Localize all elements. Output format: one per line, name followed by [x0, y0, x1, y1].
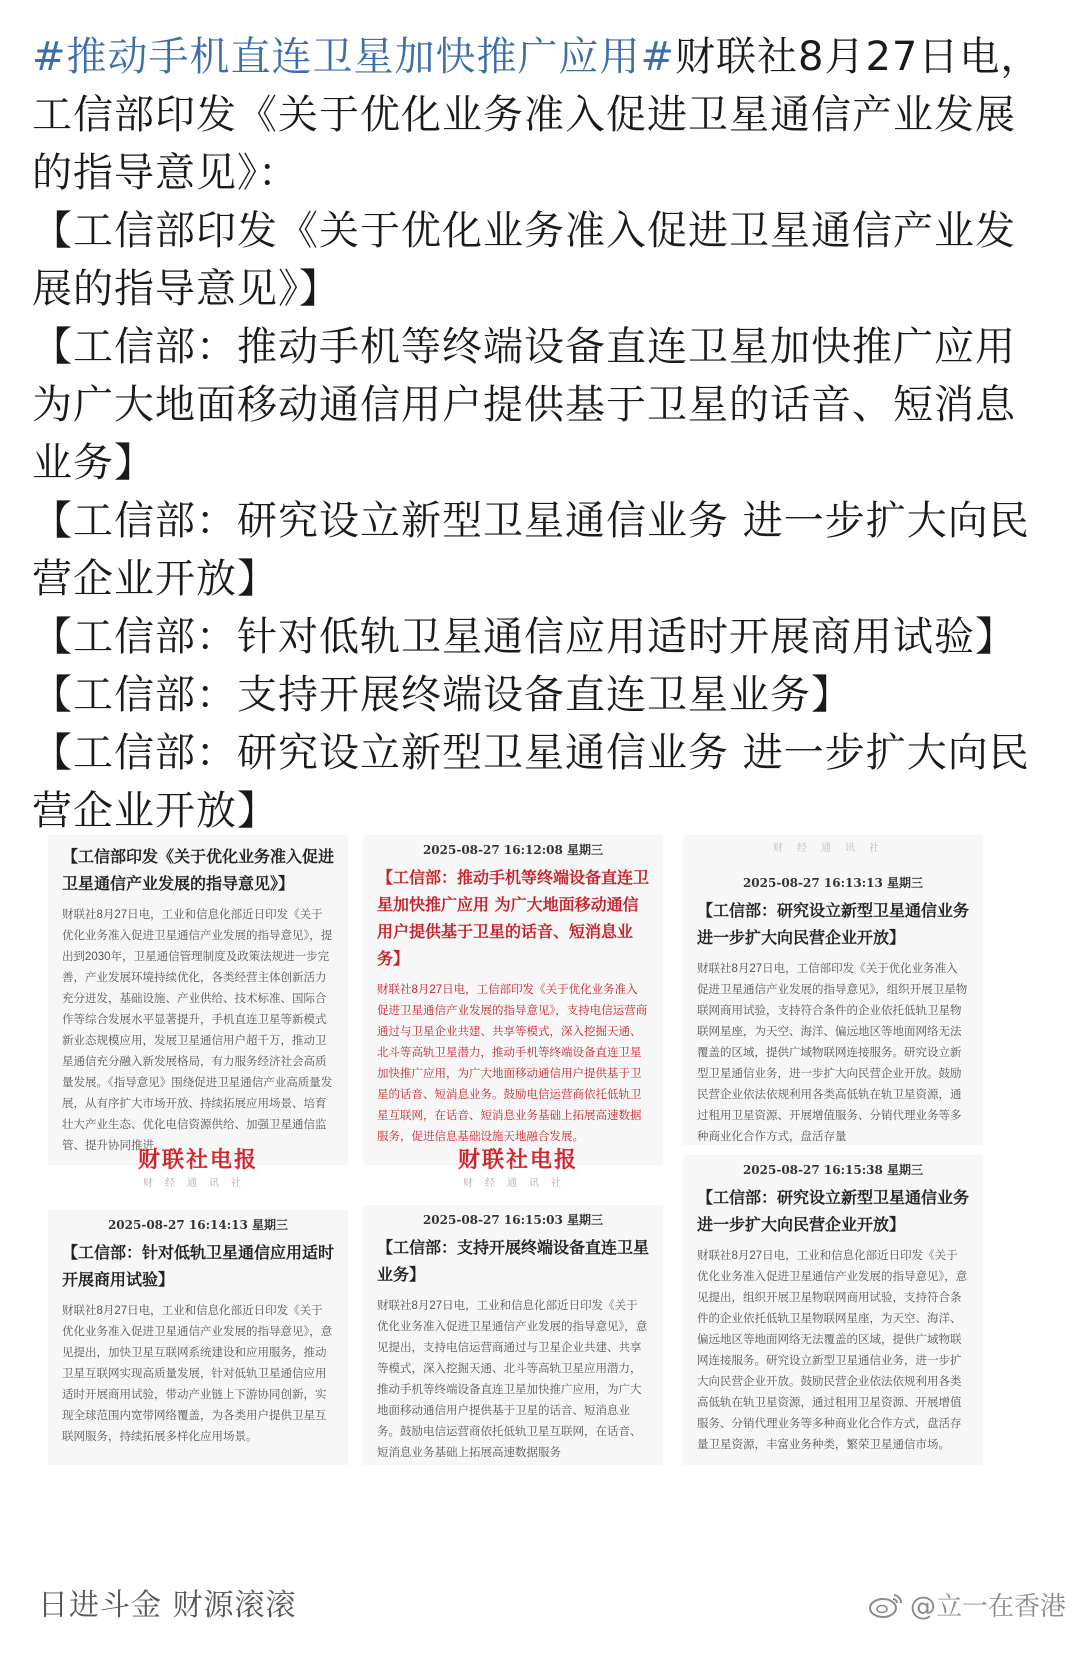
- brand-logo-text: 财联社电报: [457, 1148, 578, 1173]
- weibo-watermark: [868, 1586, 1066, 1623]
- post-line-4: 【工信部：针对低轨卫星通信应用适时开展商用试验】: [32, 614, 1016, 660]
- post-text: [32, 28, 1052, 840]
- brand-tagline: 财经通讯社: [143, 1178, 253, 1189]
- news-card-title: 【工信部：针对低轨卫星通信应用适时开展商用试验】: [62, 1243, 335, 1289]
- news-card-4[interactable]: [48, 1210, 348, 1465]
- post-line-2: 【工信部：推动手机等终端设备直连卫星加快推广应用 为广大地面移动通信用户提供基于卫星的话音、短消息业务】: [32, 324, 1016, 486]
- watermark-text: @立一在香港: [909, 1592, 1066, 1622]
- brand-logo-2: [408, 1143, 628, 1189]
- news-card-date: 2025-08-27 16:15:03 星期三: [422, 1213, 604, 1227]
- hashtag-link[interactable]: #推动手机直连卫星加快推广应用#: [32, 34, 676, 80]
- brand-tagline: 财经通讯社: [463, 1178, 573, 1189]
- news-card-title: 【工信部：研究设立新型卫星通信业务 进一步扩大向民营企业开放】: [697, 901, 970, 947]
- image-grid[interactable]: [48, 843, 1038, 1555]
- news-card-body: 财联社8月27日电，工信部印发《关于优化业务准入促进卫星通信产业发展的指导意见》，支持电信运营商通过与卫星企业共建、共享等模式，深入挖掘天通、北斗等高轨卫星潜力，推动手机等终端设备直连卫星加快推广应用，为广大地面移动通信用户提供基于卫星的话音、短消息业务。鼓励电信运营商依托低轨卫星互联网，在话音、短消息业务基础上拓展高速数据服务，促进信息基础设施天地融合发展。: [377, 984, 648, 1143]
- brand-tagline: 财经通讯社: [773, 843, 893, 854]
- news-card-title: 【工信部：推动手机等终端设备直连卫星加快推广应用 为广大地面移动通信用户提供基于卫星的话音、短消息业务】: [377, 868, 650, 968]
- news-card-1[interactable]: [48, 835, 348, 1165]
- news-card-body: 财联社8月27日电，工业和信息化部近日印发《关于优化业务准入促进卫星通信产业发展的指导意见》，意见提出，支持电信运营商通过与卫星企业共建、共享等模式，深入挖掘天通、北斗等高轨卫星应用潜力，推动手机等终端设备直连卫星加快推广应用，为广大地面移动通信用户提供基于卫星的话音、短消息业务。鼓励电信运营商依托低轨卫星互联网，在话音、短消息业务基础上拓展高速数据服务: [377, 1300, 648, 1459]
- news-card-title: 【工信部：支持开展终端设备直连卫星业务】: [377, 1238, 650, 1284]
- news-card-2[interactable]: [363, 835, 663, 1165]
- post-line-5: 【工信部：支持开展终端设备直连卫星业务】: [32, 672, 852, 718]
- news-card-body: 财联社8月27日电，工业和信息化部近日印发《关于优化业务准入促进卫星通信产业发展的指导意见》，意见提出，加快卫星互联网系统建设和应用服务，推动卫星互联网实现高质量发展，针对低轨卫星通信应用适时开展商用试验，带动产业链上下游协同创新，实现全球范围内宽带网络覆盖，为各类用户提供卫星互联网服务，持续拓展多样化应用场景。: [62, 1305, 333, 1443]
- news-card-date: 2025-08-27 16:13:13 星期三: [742, 876, 924, 890]
- news-card-title: 【工信部：研究设立新型卫星通信业务 进一步扩大向民营企业开放】: [697, 1188, 970, 1234]
- news-card-date: 2025-08-27 16:14:13 星期三: [107, 1218, 289, 1232]
- news-card-body: 财联社8月27日电，工信部印发《关于优化业务准入促进卫星通信产业发展的指导意见》，组织开展卫星物联网商用试验，支持符合条件的企业依托低轨卫星物联网星座，为天空、海洋、偏远地区等地面网络无法覆盖的区域，提供广域物联网连接服务。研究设立新型卫星通信业务，进一步扩大向民营企业开放。鼓励民营企业依法依规利用各类高低轨在轨卫星资源，通过租用卫星资源、开展增值服务、分销代理业务等多种商业化合作方式，盘活存量: [697, 963, 968, 1143]
- news-card-title: 【工信部印发《关于优化业务准入促进卫星通信产业发展的指导意见》】: [62, 847, 335, 893]
- post-line-3: 【工信部：研究设立新型卫星通信业务 进一步扩大向民营企业开放】: [32, 498, 1030, 602]
- post-intro-text: 财联社8月27日电，工信部印发《关于优化业务准入促进卫星通信产业发展的指导意见》：: [32, 34, 1042, 196]
- news-card-6[interactable]: [683, 1155, 983, 1465]
- news-card-date: 2025-08-27 16:12:08 星期三: [422, 843, 604, 857]
- post-line-1: 【工信部印发《关于优化业务准入促进卫星通信产业发展的指导意见》】: [32, 208, 1016, 312]
- news-card-5[interactable]: [363, 1205, 663, 1465]
- post-line-6: 【工信部：研究设立新型卫星通信业务 进一步扩大向民营企业开放】: [32, 730, 1030, 834]
- news-card-date: 2025-08-27 16:15:38 星期三: [742, 1163, 924, 1177]
- news-card-body: 财联社8月27日电，工业和信息化部近日印发《关于优化业务准入促进卫星通信产业发展的指导意见》，意见提出，组织开展卫星物联网商用试验，支持符合条件的企业依托低轨卫星物联网星座，为天空、海洋、偏远地区等地面网络无法覆盖的区域，提供广域物联网连接服务。研究设立新型卫星通信业务，进一步扩大向民营企业开放。鼓励民营企业依法依规利用各类高低轨在轨卫星资源，通过租用卫星资源、开展增值服务、分销代理业务等多种商业化合作方式，盘活存量卫星资源，丰富业务种类，繁荣卫星通信市场。: [697, 1250, 968, 1451]
- post-intro: [32, 28, 1052, 202]
- news-card-body: 财联社8月27日电，工业和信息化部近日印发《关于优化业务准入促进卫星通信产业发展的指导意见》，提出到2030年，卫星通信管理制度及政策法规进一步完善，产业发展环境持续优化，各类经营主体创新活力充分迸发，基础设施、产业供给、技术标准、国际合作等综合发展水平显著提升，手机直连卫星等新模式新业态规模应用，发展卫星通信用户超千万，推动卫星通信充分融入新发展格局，有力服务经济社会高质量发展。《指导意见》围绕促进卫星通信产业高质量发展，从有序扩大市场开放、持续拓展应用场景、培育壮大产业生态、优化电信资源供给、加强卫星通信监管、提升协同推进: [62, 909, 333, 1152]
- brand-logo-1: [88, 1143, 308, 1189]
- footer-caption: 日进斗金 财源滚滚: [38, 1588, 297, 1623]
- weibo-logo-icon: [868, 1591, 904, 1619]
- news-card-3[interactable]: [683, 835, 983, 1145]
- brand-logo-text: 财联社电报: [137, 1148, 258, 1173]
